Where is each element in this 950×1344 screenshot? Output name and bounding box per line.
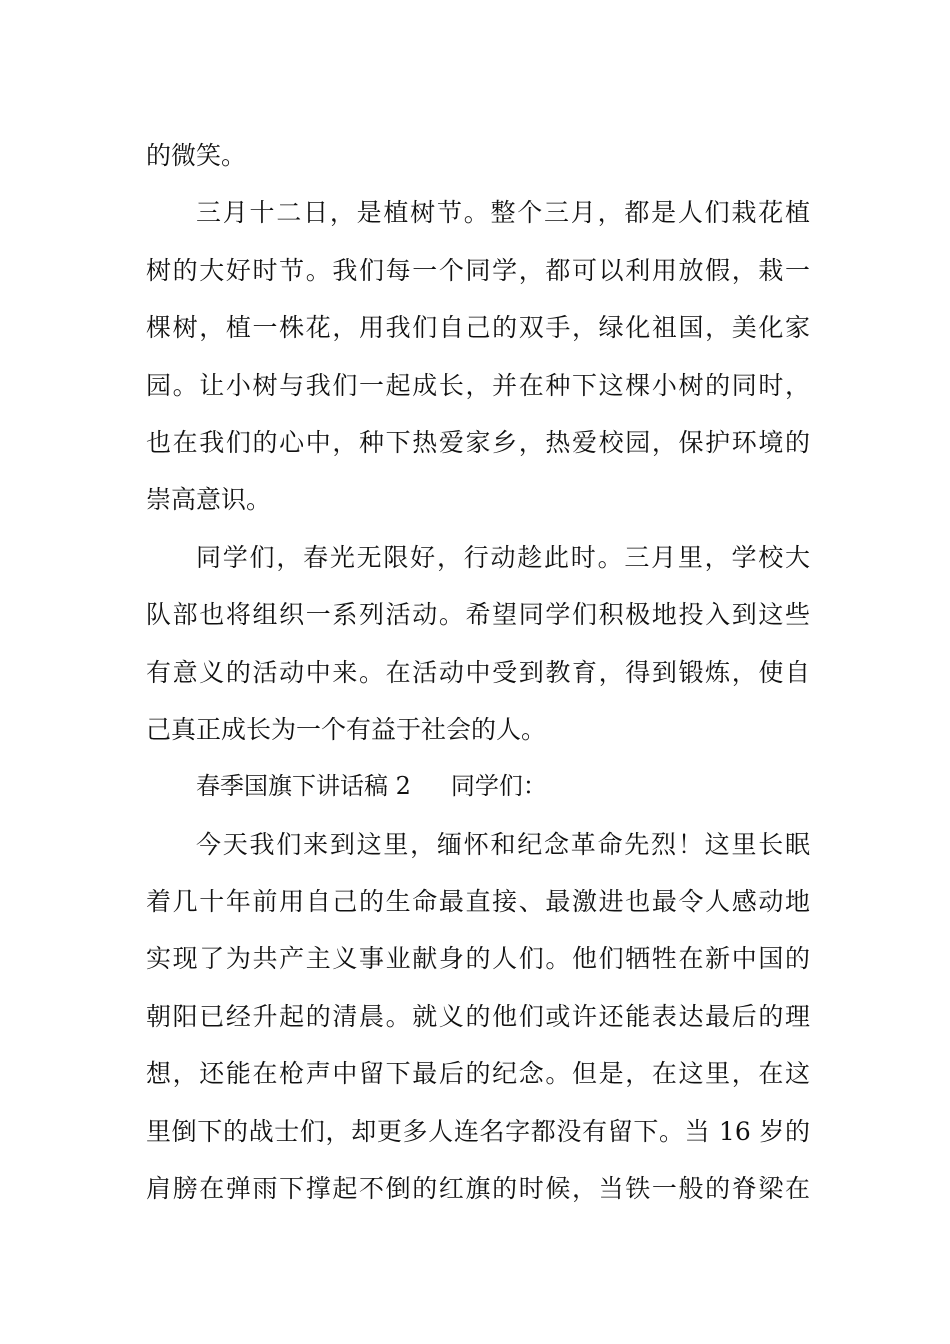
text-line: 里倒下的战士们，却更多人连名字都没有留下。当 16 岁的	[146, 1116, 810, 1146]
text-line: 有意义的活动中来。在活动中受到教育，得到锻炼，使自	[146, 657, 810, 687]
paragraph-first-line: 三月十二日，是植树节。整个三月，都是人们栽花植	[196, 198, 810, 228]
text-line: 着几十年前用自己的生命最直接、最激进也最令人感动地	[146, 887, 810, 917]
text-line: 队部也将组织一系列活动。希望同学们积极地投入到这些	[146, 600, 810, 630]
text-line: 想，还能在枪声中留下最后的纪念。但是，在这里，在这	[146, 1059, 810, 1089]
text-line: 也在我们的心中，种下热爱家乡，热爱校园，保护环境的	[146, 427, 810, 457]
text-line: 己真正成长为一个有益于社会的人。	[146, 714, 547, 744]
speech-greeting: 同学们：	[450, 772, 547, 801]
text-line: 园。让小树与我们一起成长，并在种下这棵小树的同时，	[146, 370, 810, 400]
text-line: 棵树，植一株花，用我们自己的双手，绿化祖国，美化家	[146, 313, 810, 343]
text-line: 朝阳已经升起的清晨。就义的他们或许还能表达最后的理	[146, 1001, 810, 1031]
paragraph-first-line: 同学们，春光无限好，行动趁此时。三月里，学校大	[196, 542, 810, 572]
paragraph-first-line: 今天我们来到这里，缅怀和纪念革命先烈！这里长眠	[196, 829, 810, 859]
section-heading	[146, 758, 810, 815]
document-body	[146, 127, 810, 1217]
text-line: 树的大好时节。我们每一个同学，都可以利用放假，栽一	[146, 255, 810, 285]
text-line: 肩膀在弹雨下撑起不倒的红旗的时候，当铁一般的脊梁在	[146, 1174, 810, 1204]
text-line: 的微笑。	[146, 141, 247, 170]
text-line: 崇高意识。	[146, 485, 272, 515]
text-line: 实现了为共产主义事业献身的人们。他们牺牲在新中国的	[146, 944, 810, 974]
speech-title: 春季国旗下讲话稿 2	[196, 772, 411, 801]
